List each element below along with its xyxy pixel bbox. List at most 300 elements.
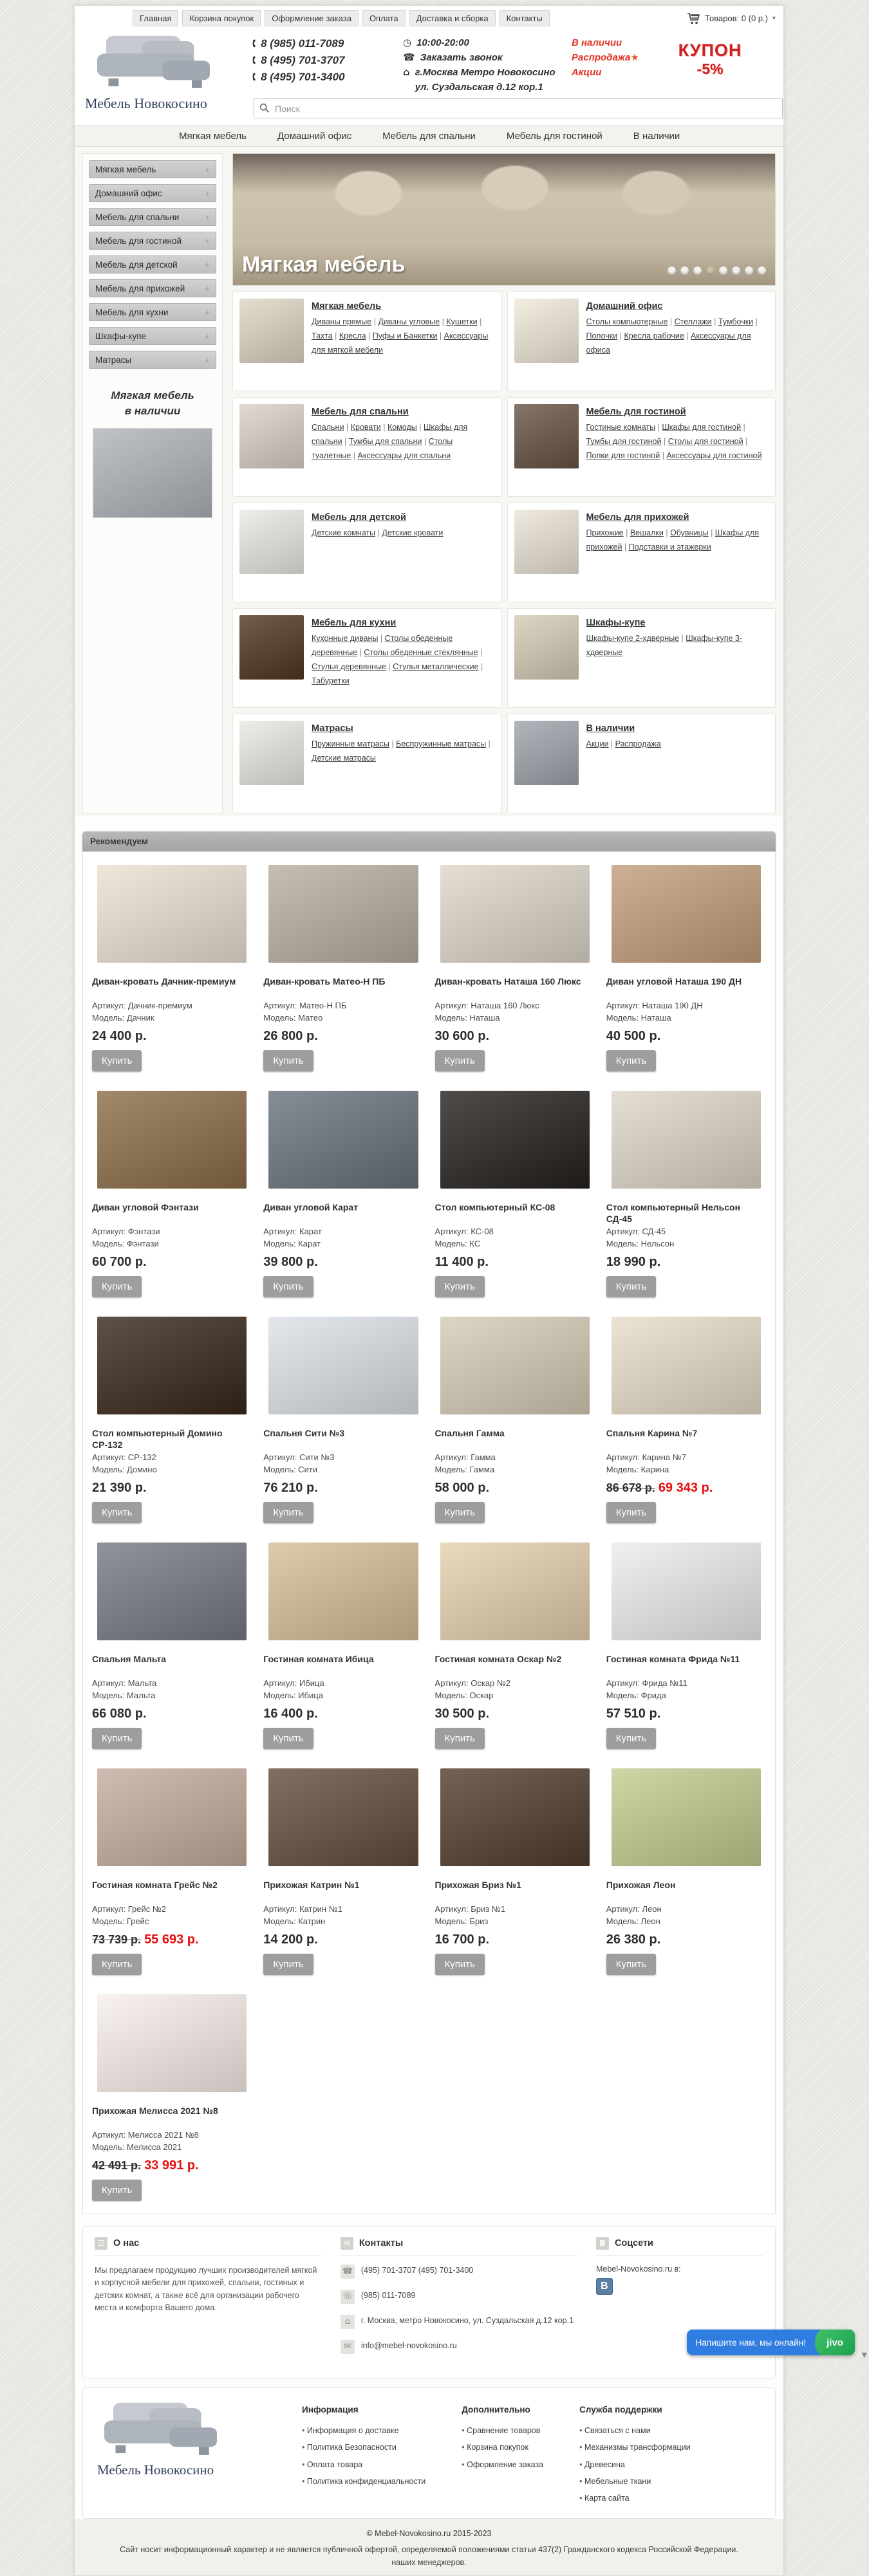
category-links [586,421,769,463]
telephone-icon: ☎ [403,51,415,63]
expand-plus-icon: + [205,236,210,246]
promo-link-label: Акции [572,67,602,78]
buy-button[interactable]: Купить [92,1502,142,1523]
product-name-link[interactable]: Стол компьютерный КС-08 [434,1202,556,1212]
sidebar [82,153,223,813]
product-model-row [435,1689,595,1701]
product-name-link[interactable]: Диван-кровать Дачник-премиум [92,976,236,987]
carousel-dot[interactable] [745,266,753,275]
buy-button[interactable]: Купить [263,1954,313,1975]
buy-button[interactable]: Купить [263,1050,313,1071]
sidebar-category-button[interactable] [89,160,216,178]
product-price [92,1254,252,1270]
phone-number[interactable] [252,35,381,52]
product-name-link[interactable]: Гостиная комната Оскар №2 [434,1654,562,1664]
subcategory-link[interactable]: Кресла [339,331,366,340]
product-price [92,1028,252,1044]
top-nav-item[interactable]: Доставка и сборка [409,10,496,26]
buy-button[interactable]: Купить [606,1502,656,1523]
footer-link[interactable]: • Древесина [579,2456,690,2473]
sidebar-category-button[interactable] [89,232,216,250]
product-name-link[interactable]: Диван-кровать Наташа 160 Люкс [434,976,581,987]
category-title-link[interactable]: Шкафы-купе [586,618,646,628]
product-name-link[interactable]: Гостиная комната Грейс №2 [92,1880,218,1890]
category-photo[interactable] [239,615,304,680]
category-title-link[interactable]: В наличии [586,723,635,734]
subcategory-link[interactable]: Аксессуары для офиса [586,331,751,355]
product-photo[interactable] [440,1768,590,1866]
category-title-link[interactable]: Мебель для прихожей [586,512,689,523]
vk-icon[interactable]: В [596,2278,613,2295]
product-photo[interactable] [97,1091,247,1189]
category-photo[interactable] [239,404,304,468]
product-photo[interactable] [268,1091,418,1189]
sku-value: Катрин №1 [299,1904,342,1914]
product-sku-row [435,1903,595,1915]
price: 30 600 р. [434,1029,490,1043]
product-photo[interactable] [268,1768,418,1866]
product-model-row [263,1689,423,1701]
subcategory-link[interactable]: Комоды [387,423,417,432]
product-name-link[interactable]: Диван угловой Карат [263,1202,359,1212]
phone-number[interactable] [252,69,381,86]
main-nav-item[interactable]: Мебель для спальни [382,130,476,142]
footer-link[interactable]: • Информация о доставке [302,2422,425,2439]
model-value: Нельсон [640,1239,675,1248]
subcategory-link[interactable]: Шкафы-купе 2-хдверные [586,634,680,643]
sku-value: Бриз №1 [471,1904,505,1914]
buy-button[interactable]: Купить [606,1954,656,1975]
product-model-row [263,1463,423,1476]
product-card [606,1314,766,1523]
sku-label: Артикул: [434,1227,469,1236]
category-links [312,737,494,766]
category-photo[interactable] [239,299,304,363]
product-name-link[interactable]: Стол компьютерный Нельсон СД-45 [606,1202,741,1224]
sku-value: Оскар №2 [471,1678,511,1688]
footer-link[interactable]: • Оплата товара [302,2456,425,2473]
footer-link[interactable]: • Оформление заказа [462,2456,543,2473]
link-separator: | [478,662,483,671]
product-photo[interactable] [612,1768,761,1866]
link-separator: | [351,450,358,460]
category-title-link[interactable]: Домашний офис [586,301,663,311]
subcategory-link[interactable]: Кушетки [446,317,478,326]
subcategory-link[interactable]: Тумбы для спальни [348,436,422,446]
category-links [312,315,494,358]
scroll-down-arrow[interactable]: ▼ [861,2351,867,2359]
top-nav-item[interactable]: Оплата [362,10,406,26]
product-name-link[interactable]: Спальня Сити №3 [263,1428,345,1438]
subcategory-link[interactable]: Стулья деревянные [312,662,387,671]
footer-link[interactable]: • Политика Безопасности [302,2439,425,2456]
link-separator: | [344,423,351,432]
model-label: Модель: [434,1465,467,1474]
link-separator: | [741,423,745,432]
link-separator: | [663,528,671,537]
category-links [312,526,443,541]
sku-value: Наташа 160 Люкс [471,1001,539,1010]
subcategory-link[interactable]: Тахта [312,331,333,340]
product-name-link[interactable]: Диван угловой Фэнтази [92,1202,199,1212]
footer-column-title: Информация [302,2405,359,2414]
product-sku-row [263,1225,423,1237]
category-card [507,292,776,391]
subcategory-link[interactable]: Тумбы для гостиной [586,436,662,446]
sku-value: Карат [299,1227,322,1236]
carousel-dot[interactable] [680,266,689,275]
footer-links-column [579,2405,690,2507]
product-name-link[interactable]: Гостиная комната Фрида №11 [606,1654,740,1664]
hero-banner[interactable] [232,153,776,286]
category-grid [232,292,776,813]
model-label: Модель: [92,1916,125,1926]
product-photo[interactable] [612,1543,761,1640]
header-promo-link[interactable] [572,35,655,50]
footer-about [95,2237,321,2365]
subcategory-link[interactable]: Шкафы для гостиной [662,423,742,432]
product-photo[interactable] [97,1768,247,1866]
sidebar-category-button[interactable] [89,184,216,202]
category-title-link[interactable]: Мебель для детской [312,512,406,523]
subcategory-link[interactable]: Аксессуары для гостиной [666,450,762,460]
subcategory-link[interactable]: Пружинные матрасы [312,739,389,748]
product-photo[interactable] [440,865,590,963]
subcategory-link[interactable]: Детские матрасы [312,753,376,763]
sku-label: Артикул: [606,1904,640,1914]
price: 26 380 р. [606,1932,661,1947]
product-price [263,1706,423,1721]
category-title-link[interactable]: Мягкая мебель [312,301,382,311]
subcategory-link[interactable]: Детские комнаты [312,528,376,537]
main-nav-item[interactable]: Мебель для гостиной [506,130,603,142]
link-separator: | [357,647,364,657]
model-label: Модель: [92,2142,125,2152]
copyright-area [75,2519,783,2575]
top-nav-item[interactable]: Корзина покупок [182,10,261,26]
main-column [232,153,776,813]
house-icon: ⌂ [403,66,410,78]
footer-link[interactable]: • Связаться с нами [579,2422,690,2439]
category-title-link[interactable]: Мебель для кухни [312,618,397,628]
product-card [435,1088,595,1297]
product-photo[interactable] [612,1317,761,1414]
footer-logo[interactable] [96,2400,276,2507]
subcategory-link[interactable]: Тумбочки [718,317,754,326]
about-title: О нас [113,2238,140,2248]
cart-summary[interactable] [686,12,776,25]
sku-label: Артикул: [92,1001,126,1010]
email-icon: ✉ [341,2340,355,2354]
product-price [435,1480,595,1496]
carousel-dot[interactable] [668,266,676,275]
subcategory-link[interactable]: Подставки и этажерки [628,542,711,551]
subcategory-link[interactable]: Полки для гостиной [586,450,660,460]
main-nav-item[interactable]: Мягкая мебель [179,130,247,142]
category-card [507,714,776,813]
contact-row [341,2340,577,2354]
link-separator: | [332,331,339,340]
search-input[interactable] [254,98,783,118]
product-name-link[interactable]: Прихожая Мелисса 2021 №8 [92,2106,218,2116]
subcategory-link[interactable]: Гостиные комнаты [586,423,656,432]
subcategory-link[interactable]: Беспружинные матрасы [396,739,487,748]
product-price [435,1254,595,1270]
sku-label: Артикул: [92,2130,126,2140]
sku-label: Артикул: [606,1001,640,1010]
model-value: Дачник [126,1013,154,1023]
footer-link[interactable]: • Механизмы трансформации [579,2439,690,2456]
subcategory-link[interactable]: Диваны угловые [378,317,440,326]
category-photo[interactable] [514,404,579,468]
model-label: Модель: [92,1691,125,1700]
product-model-row [435,1463,595,1476]
product-name-link[interactable]: Прихожая Бриз №1 [434,1880,521,1890]
model-label: Модель: [263,1691,296,1700]
subcategory-link[interactable]: Шкафы для прихожей [586,528,760,551]
sidebar-category-button[interactable] [89,303,216,321]
footer-link[interactable]: • Сравнение товаров [462,2422,543,2439]
phone-icon: ☎ [341,2265,355,2279]
sidebar-category-button[interactable] [89,255,216,273]
top-nav-item[interactable]: Контакты [500,10,550,26]
buy-button[interactable]: Купить [606,1276,656,1297]
carousel-dot[interactable] [706,266,715,275]
product-card [606,1540,766,1749]
category-photo[interactable] [514,721,579,785]
sidebar-category-button[interactable] [89,327,216,345]
product-photo[interactable] [97,1317,247,1414]
sidebar-category-label: Мебель для детской [95,259,178,270]
clock-icon: ◷ [403,37,412,48]
product-name-link[interactable]: Прихожая Леон [606,1880,676,1890]
category-photo[interactable] [514,510,579,574]
product-photo[interactable] [97,865,247,963]
old-price: 73 739 р. [92,1933,142,1946]
category-photo[interactable] [514,299,579,363]
sidebar-category-label: Домашний офис [95,188,162,198]
carousel-dot[interactable] [719,266,727,275]
main-nav-item[interactable]: В наличии [633,130,680,142]
product-name-link[interactable]: Диван угловой Наташа 190 ДН [606,976,742,987]
carousel-dot[interactable] [758,266,766,275]
category-body [312,615,494,701]
subcategory-link[interactable]: Столы для гостиной [668,436,743,446]
subcategory-link[interactable]: Кровати [350,423,381,432]
subcategory-link[interactable]: Аксессуары для мягкой мебели [312,331,489,355]
sidebar-category-button[interactable] [89,351,216,369]
category-body [586,615,769,701]
subcategory-link[interactable]: Табуретки [312,676,350,685]
product-photo[interactable] [612,865,761,963]
buy-button[interactable]: Купить [263,1502,313,1523]
link-separator: | [386,662,393,671]
product-photo[interactable] [97,1543,247,1640]
subcategory-link[interactable]: Стеллажи [674,317,712,326]
link-separator: | [440,317,447,326]
category-photo[interactable] [239,510,304,574]
header-promo-link[interactable] [572,65,655,80]
footer-link[interactable]: • Политика конфиденциальности [302,2473,425,2490]
sidebar-category-button[interactable] [89,279,216,297]
footer-link[interactable]: • Мебельные ткани [579,2473,690,2490]
buy-button[interactable]: Купить [606,1050,656,1071]
product-price [606,1028,766,1044]
product-sku-row [263,1903,423,1915]
subcategory-link[interactable]: Прихожие [586,528,624,537]
product-card [263,1766,423,1975]
chat-message: Напишите нам, мы онлайн! [695,2337,806,2348]
subcategory-link[interactable]: Диваны прямые [312,317,372,326]
price: 57 510 р. [606,1707,661,1721]
product-photo[interactable] [268,1317,418,1414]
sku-value: СД-45 [642,1227,666,1236]
product-name-link[interactable]: Спальня Карина №7 [606,1428,698,1438]
category-body [312,721,494,806]
category-title-link[interactable]: Мебель для гостиной [586,407,686,417]
product-sku-row [263,1677,423,1689]
subcategory-link[interactable]: Шкафы для спальни [312,423,468,446]
link-separator: | [380,423,388,432]
price: 21 390 р. [92,1481,147,1495]
buy-button[interactable]: Купить [263,1728,313,1749]
buy-button[interactable]: Купить [435,1050,485,1071]
product-card [435,1766,595,1975]
model-value: Ибица [298,1691,323,1700]
subcategory-link[interactable]: Столы обеденные стеклянные [364,647,478,657]
subcategory-link[interactable]: Полочки [586,331,618,340]
recommended-header: Рекомендуем [82,831,776,851]
subcategory-link[interactable]: Столы туалетные [312,436,453,460]
category-body [586,299,769,384]
product-photo[interactable] [97,1994,247,2092]
product-photo[interactable] [440,1091,590,1189]
product-photo[interactable] [268,1543,418,1640]
sku-value: Мелисса 2021 №8 [127,2130,199,2140]
expand-plus-icon: + [205,307,210,317]
buy-button[interactable]: Купить [92,1050,142,1071]
contact-row [341,2265,577,2279]
category-card [232,397,501,497]
sku-value: Карина №7 [642,1452,686,1462]
product-card [263,1540,423,1749]
product-price [92,1706,252,1721]
product-sku-row [263,999,423,1012]
subcategory-link[interactable]: Распродажа [615,739,661,748]
footer-link[interactable]: • Карта сайта [579,2490,690,2507]
sidebar-category-label: Матрасы [95,355,132,365]
buy-button[interactable]: Купить [435,1502,485,1523]
model-label: Модель: [434,1013,467,1023]
footer-link[interactable]: • Корзина покупок [462,2439,543,2456]
subcategory-link[interactable]: Кресла рабочие [624,331,684,340]
product-model-row [92,1689,252,1701]
phone-number-text: 8 (985) 011-7089 [261,37,344,50]
subcategory-link[interactable]: Вешалки [630,528,664,537]
top-nav-item[interactable]: Главная [133,10,178,26]
product-name-link[interactable]: Стол компьютерный Домино СР-132 [92,1428,223,1450]
product-photo[interactable] [268,865,418,963]
product-price [92,1932,252,1947]
category-title-link[interactable]: Матрасы [312,723,353,734]
buy-button[interactable]: Купить [92,1954,142,1975]
footer-columns [302,2400,691,2507]
top-nav-item[interactable]: Оформление заказа [265,10,359,26]
product-photo[interactable] [612,1091,761,1189]
subcategory-link[interactable]: Спальни [312,423,344,432]
subcategory-link[interactable]: Кухонные диваны [312,634,378,643]
phone-number-text: 8 (495) 701-3707 [261,54,345,66]
callback-link[interactable] [403,50,568,65]
buy-button[interactable]: Купить [92,2180,142,2201]
product-sku-row [606,999,766,1012]
link-separator: | [375,528,382,537]
carousel-dot[interactable] [693,266,702,275]
subcategory-link[interactable]: Акции [586,739,609,748]
product-photo[interactable] [440,1543,590,1640]
carousel-dot[interactable] [732,266,740,275]
subcategory-link[interactable]: Обувницы [670,528,709,537]
sku-value: Грейс №2 [127,1904,167,1914]
subcategory-link[interactable]: Аксессуары для спальни [357,450,451,460]
subcategory-link[interactable]: Пуфы и Банкетки [372,331,438,340]
category-photo[interactable] [239,721,304,785]
model-value: Катрин [298,1916,326,1926]
buy-button[interactable]: Купить [263,1276,313,1297]
model-value: Фрида [640,1691,666,1700]
product-name-link[interactable]: Гостиная комната Ибица [263,1654,374,1664]
expand-plus-icon: + [205,188,210,198]
product-sku-row [435,1225,595,1237]
model-label: Модель: [434,1916,467,1926]
buy-button[interactable]: Купить [435,1728,485,1749]
subcategory-link[interactable]: Столы компьютерные [586,317,668,326]
subcategory-link[interactable]: Стулья металлические [393,662,479,671]
category-photo[interactable] [514,615,579,680]
footer-links-column [302,2405,425,2507]
product-name-link[interactable]: Спальня Гамма [434,1428,505,1438]
product-price [92,1480,252,1496]
contact-text: (985) 011-7089 [360,2291,416,2300]
main-nav-item[interactable]: Домашний офис [277,130,352,142]
buy-button[interactable]: Купить [92,1276,142,1297]
product-price [263,1254,423,1270]
sidebar-promo-image[interactable] [93,428,212,518]
sidebar-category-button[interactable] [89,208,216,226]
subcategory-link[interactable]: Шкафы-купе 3-хдверные [586,634,743,657]
buy-button[interactable]: Купить [92,1728,142,1749]
subcategory-link[interactable]: Детские кровати [382,528,444,537]
product-photo[interactable] [440,1317,590,1414]
logo[interactable] [84,33,252,118]
link-separator: | [668,317,675,326]
search-bar [254,98,783,118]
buy-button[interactable]: Купить [435,1276,485,1297]
product-card [92,1766,252,1975]
product-name-link[interactable]: Прихожая Катрин №1 [263,1880,360,1890]
header-promo-link[interactable] [572,50,655,65]
store-address [403,65,568,95]
category-title-link[interactable]: Мебель для спальни [312,407,409,417]
buy-button[interactable]: Купить [606,1728,656,1749]
subcategory-link[interactable]: Столы обеденные деревянные [312,634,453,657]
phone-number[interactable] [252,52,381,69]
chat-widget[interactable] [687,2330,855,2355]
product-name-link[interactable]: Спальня Мальта [92,1654,166,1664]
buy-button[interactable]: Купить [435,1954,485,1975]
product-card [92,862,252,1071]
product-name-link[interactable]: Диван-кровать Матео-Н ПБ [263,976,386,987]
